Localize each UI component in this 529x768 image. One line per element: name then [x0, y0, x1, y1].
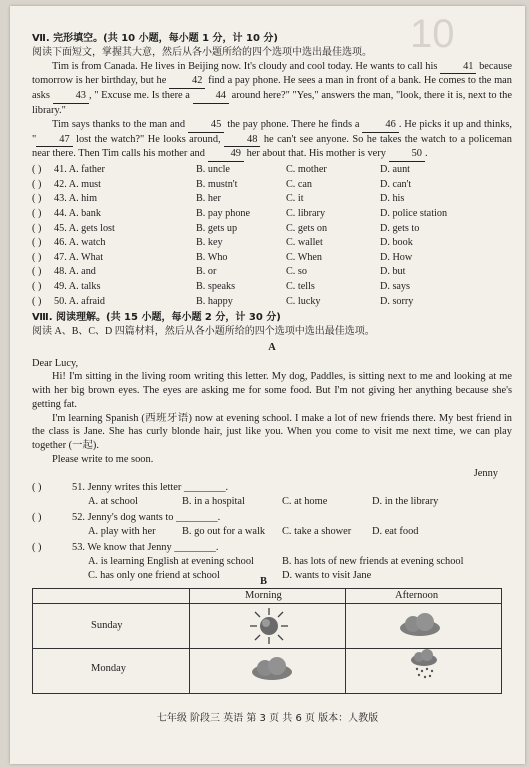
- passage-b-label: B: [260, 576, 268, 587]
- option-row: [32, 265, 512, 280]
- option-d: D. eat food: [372, 525, 419, 537]
- blank-50[interactable]: 50: [389, 147, 425, 162]
- option-a: A. is learning English at evening school: [88, 555, 254, 567]
- section7-heading: Ⅶ. 完形填空。(共 10 小题，每小题 1 分，计 10 分): [32, 33, 278, 44]
- option-a: A. at school: [88, 495, 138, 507]
- option-d: D. in the library: [372, 495, 439, 507]
- answer-paren[interactable]: ( ): [32, 280, 42, 292]
- option-d: D. gets to: [380, 222, 420, 234]
- blank-45[interactable]: 45: [188, 118, 224, 133]
- option-b: B. mustn't: [196, 178, 238, 190]
- blank-46[interactable]: 46: [362, 118, 398, 133]
- option-a: 50. A. afraid: [54, 295, 105, 307]
- option-a: 46. A. watch: [54, 237, 106, 249]
- option-d: D. his: [380, 193, 405, 205]
- answer-paren[interactable]: ( ): [32, 541, 42, 553]
- question-stem-row: [32, 541, 512, 555]
- question-52: [32, 511, 512, 539]
- text: her about that. His mother is very: [246, 148, 386, 160]
- option-c: C. at home: [282, 495, 328, 507]
- cloze-paragraph-2: [32, 118, 512, 162]
- option-c: C. take a shower: [282, 525, 352, 537]
- question-51: [32, 481, 512, 509]
- option-c: C. can: [286, 178, 313, 190]
- text: lost the watch?" He looks around,: [76, 133, 221, 145]
- answer-paren[interactable]: ( ): [32, 178, 42, 190]
- option-b: B. her: [196, 193, 221, 205]
- text: Tim is from Canada. He lives in Beijing now. It's cloudy and cool today. He wants to call his: [52, 60, 438, 72]
- option-a: 41. A. father: [54, 164, 105, 176]
- option-d: D. sorry: [380, 295, 414, 307]
- option-c: C. tells: [286, 280, 315, 292]
- exam-page: [10, 6, 525, 764]
- option-b: B. pay phone: [196, 207, 251, 219]
- option-c: C. lucky: [286, 295, 321, 307]
- section7-instruction: 阅读下面短文，掌握其大意，然后从各小题所给的四个选项中选出最佳选项。: [32, 46, 372, 58]
- option-a: 42. A. must: [54, 178, 101, 190]
- answer-paren[interactable]: ( ): [32, 164, 42, 176]
- answer-paren[interactable]: ( ): [32, 237, 42, 249]
- option-c: C. wallet: [286, 237, 323, 249]
- option-c: C. gets on: [286, 222, 328, 234]
- option-d: D. wants to visit Jane: [282, 569, 372, 581]
- option-c: C. has only one friend at school: [88, 569, 220, 581]
- option-a: 48. A. and: [54, 266, 96, 278]
- option-b: B. happy: [196, 295, 233, 307]
- letter-signature: Jenny: [473, 467, 498, 479]
- option-row: [32, 178, 512, 193]
- option-b: B. in a hospital: [182, 495, 245, 507]
- option-row: [32, 236, 512, 251]
- letter-paragraph-3: Please write to me soon.: [52, 454, 154, 466]
- blank-48[interactable]: 48: [224, 133, 260, 148]
- letter-paragraph-1: Hi! I'm sitting in the living room writing this letter. My dog, Paddles, is sitting next to me and looking at me with her big brown eyes. The eyes are asking me for some food. But I'm not giving her anything because she's getting fat.: [32, 371, 512, 410]
- cloudy-icon: [397, 613, 443, 637]
- question-stem-row: [32, 481, 512, 495]
- option-c: C. so: [286, 266, 307, 278]
- answer-paren[interactable]: ( ): [32, 511, 42, 523]
- option-b: B. speaks: [196, 280, 236, 292]
- question-options-row: [32, 569, 512, 583]
- option-d: D. aunt: [380, 164, 410, 176]
- text: Tim says thanks to the man and: [52, 118, 186, 130]
- question-stem: 52. Jenny's dog wants to ________.: [72, 511, 221, 523]
- option-b: B. go out for a walk: [182, 525, 266, 537]
- answer-paren[interactable]: ( ): [32, 295, 42, 307]
- option-d: D. can't: [380, 178, 412, 190]
- question-stem: 53. We know that Jenny ________.: [72, 541, 219, 553]
- question-stem-row: [32, 511, 512, 525]
- sunny-icon: [249, 607, 289, 645]
- question-options-row: [32, 555, 512, 569]
- answer-paren[interactable]: ( ): [32, 481, 42, 493]
- option-b: B. or: [196, 266, 217, 278]
- option-c: C. library: [286, 207, 326, 219]
- option-b: B. uncle: [196, 164, 230, 176]
- letter-paragraph-2: I'm learning Spanish (西班牙语) now at evening school. I make a lot of new friends there. My best friend in the class is Jane. She has curly blonde hair, just like you. When you come to visit me next time, we can play together (一起).: [32, 412, 512, 452]
- answer-paren[interactable]: ( ): [32, 193, 42, 205]
- text: the pay phone. There he finds a: [227, 118, 360, 130]
- cloudy-icon: [249, 657, 295, 681]
- text: find a pay phone. He sees a man in front of a bank. He comes to the man asks: [32, 75, 512, 102]
- text: .: [424, 148, 428, 160]
- answer-paren[interactable]: ( ): [32, 251, 42, 263]
- option-d: D. book: [380, 237, 413, 249]
- option-a: 45. A. gets lost: [54, 222, 115, 234]
- option-a: 43. A. him: [54, 193, 98, 205]
- option-row: [32, 163, 512, 178]
- text: around here?" "Yes," answers the man, "look, there it is, next to the library.": [32, 90, 512, 116]
- option-b: B. key: [196, 237, 223, 249]
- header-morning: Morning: [245, 590, 282, 601]
- option-row: [32, 192, 512, 207]
- option-b: B. has lots of new friends at evening school: [282, 555, 464, 567]
- question-options-row: [32, 495, 512, 509]
- option-a: 44. A. bank: [54, 207, 101, 219]
- question-stem: 51. Jenny writes this letter ________.: [72, 481, 229, 493]
- blank-49[interactable]: 49: [208, 147, 244, 162]
- page-footer: 七年级 阶段三 英语 第 3 页 共 6 页 版本：人教版: [156, 713, 379, 724]
- option-d: D. says: [380, 280, 410, 292]
- option-b: B. Who: [196, 251, 228, 263]
- option-d: D. How: [380, 251, 413, 263]
- option-d: D. but: [380, 266, 406, 278]
- option-row: [32, 222, 512, 237]
- blank-41[interactable]: 41: [440, 60, 476, 75]
- blank-42[interactable]: 42: [169, 74, 205, 89]
- option-c: C. mother: [286, 164, 327, 176]
- answer-paren[interactable]: ( ): [32, 266, 42, 278]
- letter-greeting: Dear Lucy,: [32, 357, 79, 369]
- cloze-paragraph-1: [32, 60, 512, 118]
- option-b: B. gets up: [196, 222, 238, 234]
- header-afternoon: Afternoon: [395, 590, 439, 601]
- section8-heading: Ⅷ. 阅读理解。(共 15 小题，每小题 2 分，计 30 分): [32, 312, 281, 324]
- option-c: C. When: [286, 251, 323, 263]
- text: because tomorrow is her birthday, but he: [32, 60, 512, 87]
- blank-43[interactable]: 43: [53, 89, 89, 104]
- question-options-row: [32, 525, 512, 539]
- cloze-options: [32, 163, 512, 309]
- option-row: [32, 280, 512, 295]
- passage-a-label: A: [268, 341, 276, 353]
- text: he can't see anyone. So he takes the watch to a policeman near there. Then Tim calls his mother and: [32, 133, 512, 160]
- row-label-sunday: Sunday: [91, 620, 123, 631]
- text: , " Excuse me. Is there a: [88, 90, 190, 102]
- blank-44[interactable]: 44: [193, 89, 229, 104]
- option-d: D. police station: [380, 207, 448, 219]
- option-row: [32, 295, 512, 310]
- row-label-monday: Monday: [91, 663, 126, 674]
- page-content: [32, 32, 512, 583]
- option-a: 49. A. talks: [54, 280, 101, 292]
- rainy-icon: [409, 649, 439, 681]
- option-a: A. play with her: [88, 525, 156, 537]
- option-row: [32, 207, 512, 222]
- blank-47[interactable]: 47: [36, 133, 72, 148]
- text: . He picks it up and thinks, ": [32, 118, 512, 145]
- question-53: [32, 541, 512, 583]
- weather-table: [32, 588, 502, 694]
- option-a: 47. A. What: [54, 251, 104, 263]
- option-c: C. it: [286, 193, 304, 205]
- bleed-through-text: 10: [410, 12, 455, 56]
- option-row: [32, 251, 512, 266]
- answer-paren[interactable]: ( ): [32, 222, 42, 234]
- section8-instruction: 阅读 A、B、C、D 四篇材料，然后从各小题所给的四个选项中选出最佳选项。: [32, 325, 375, 337]
- answer-paren[interactable]: ( ): [32, 207, 42, 219]
